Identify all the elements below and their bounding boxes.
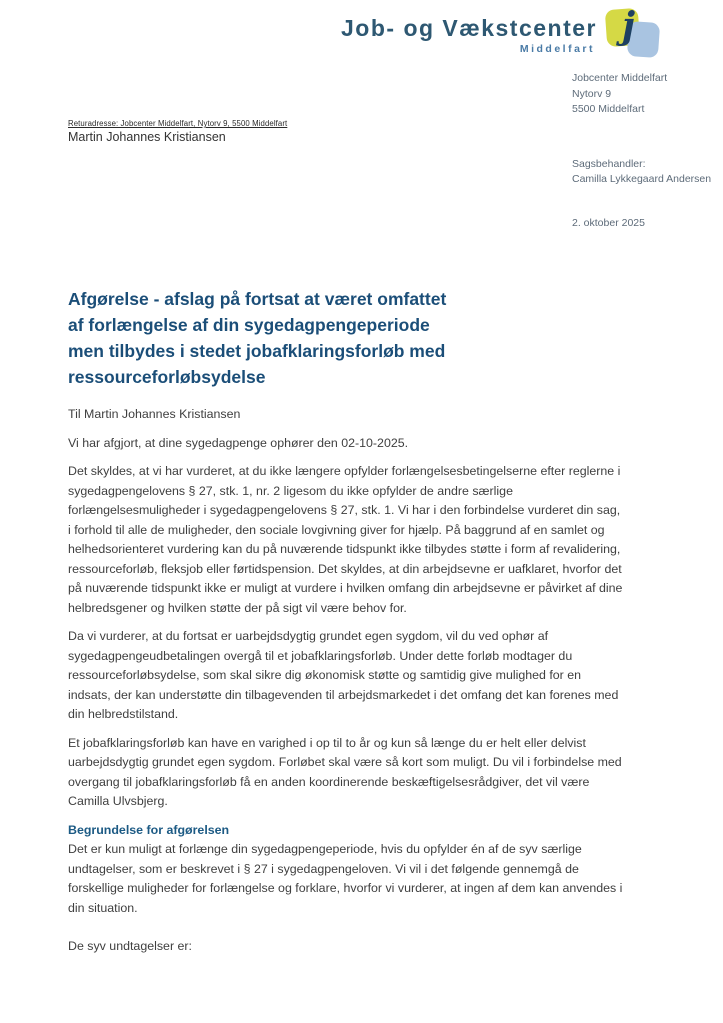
letter-title-line: men tilbydes i stedet jobafklaringsforløb med bbox=[68, 341, 446, 361]
section-paragraph: Det er kun muligt at forlænge din sygedagpengeperiode, hvis du opfylder én af de syv særlige undtagelser, som er beskrevet i § 27 i sygedagpengeloven. Vi vil i det følgende gennemgå de forskellige muligheder for forlængelse og forklare, hvorfor vi vurderer, at ingen af dem kan anvendes i din situation. bbox=[68, 842, 623, 915]
letter-date: 2. oktober 2025 bbox=[572, 216, 645, 229]
logo-text bbox=[341, 9, 597, 55]
caseworker-label: Sagsbehandler: bbox=[572, 157, 646, 170]
logo-city: Middelfart bbox=[519, 43, 595, 55]
jobcenter-logo bbox=[341, 5, 661, 57]
logo-j-letter: j bbox=[622, 5, 636, 47]
sender-address bbox=[572, 71, 722, 118]
list-intro: De syv undtagelser er: bbox=[68, 939, 192, 953]
letter-title-line: ressourceforløbsydelse bbox=[68, 367, 266, 387]
section-heading: Begrundelse for afgørelsen bbox=[68, 822, 230, 837]
decision-line: Vi har afgjort, at dine sygedagpenge ophører den 02-10-2025. bbox=[68, 435, 409, 450]
letter-title-line: af forlængelse af din sygedagpengeperiode bbox=[68, 315, 430, 335]
body-paragraph: Et jobafklaringsforløb kan have en varighed i op til to år og kun så længe du er helt eller delvist uarbejdsdygtig grundet egen sygdom. Forløbet skal være så kort som muligt. Du vil i forbindelse med overgang til jobafklaringsforløb få en anden koordinerende beskæftigelsesrådgiver, det vil være Camilla Ulvsbjerg. bbox=[68, 735, 622, 808]
letter-body bbox=[68, 286, 625, 966]
body-paragraph: Da vi vurderer, at du fortsat er uarbejdsdygtig grundet egen sygdom, vil du ved ophør af sygedagpengeudbetalingen overgå til et jobafklaringsforløb. Under dette forløb modtager du ressourceforløbsydelse, som skal sikre dig økonomisk støtte og samtidig give mulighed for en indsats, der kan understøtte din tilbagevenden til arbejdsmarkedet i det omfang det kan forenes med din helbredstilstand. bbox=[68, 629, 619, 721]
letter-title bbox=[68, 286, 625, 390]
sender-street: Nytorv 9 bbox=[572, 87, 612, 100]
recipient-name: Martin Johannes Kristiansen bbox=[68, 130, 226, 144]
letter-title-line: Afgørelse - afslag på fortsat at været omfattet bbox=[68, 289, 447, 309]
sender-info-block bbox=[572, 71, 722, 231]
sender-postal-city: 5500 Middelfart bbox=[572, 103, 645, 115]
caseworker-name: Camilla Lykkegaard Andersen bbox=[572, 173, 712, 185]
sender-name: Jobcenter Middelfart bbox=[572, 72, 668, 84]
caseworker-block bbox=[572, 157, 722, 188]
body-paragraph: Det skyldes, at vi har vurderet, at du ikke længere opfylder forlængelsesbetingelserne efter reglerne i sygedagpengelovens § 27, stk. 1, nr. 2 ligesom du ikke opfylder de andre særlige forlængelsesmuligheder i sygedagpengelovens § 27, stk. 1. Vi har i den forbindelse vurderet din sag, i forhold til alle de muligheder, den sociale lovgivning giver for hjælp. På baggrund af en samlet og helhedsorienteret vurdering kan du på nuværende tidspunkt ikke tilbydes støtte i form af revalidering, ressourceforløb, fleksjob eller førtidspension. Det skyldes, at din arbejdsevne er uafklaret, hvorfor det på nuværende tidspunkt ikke er muligt at vurdere i hvilken omfang din arbejdsevne er påvirket af dine helbredsgener og hvilken støtte der på sigt vil være behov for. bbox=[68, 464, 623, 615]
logo-name: Job- og Vækstcenter bbox=[341, 15, 597, 41]
return-address-line: Returadresse: Jobcenter Middelfart, Nytorv 9, 5500 Middelfart bbox=[68, 119, 288, 128]
salutation: Til Martin Johannes Kristiansen bbox=[68, 407, 241, 421]
jobcenter-logo-icon bbox=[605, 5, 661, 57]
